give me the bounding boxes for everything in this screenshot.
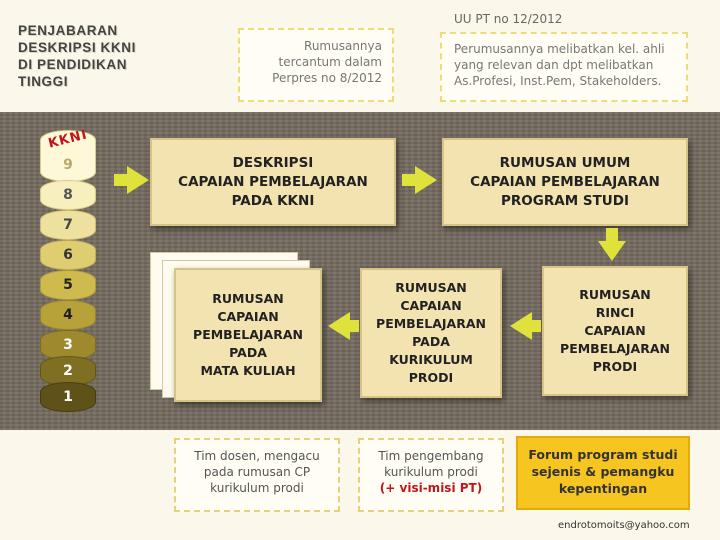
note-tim-pengembang	[358, 438, 504, 512]
arrow-left-2-stem	[349, 320, 359, 332]
box-rumusan-rinci: RUMUSAN RINCI CAPAIAN PEMBELAJARAN PRODI	[542, 266, 688, 396]
kkni-level-4	[40, 300, 96, 330]
kkni-level-7	[40, 210, 96, 240]
page-title	[18, 22, 218, 90]
arrow-left-1-stem	[531, 320, 541, 332]
arrow-left-2-head	[328, 312, 350, 340]
kkni-level-8-number: 8	[63, 187, 73, 203]
note-forum-prodi: Forum program studi sejenis & pemangku kepentingan	[516, 436, 690, 510]
arrow-right-2-stem	[402, 174, 416, 186]
kkni-level-1	[40, 382, 96, 412]
box-rumusan-umum: RUMUSAN UMUM CAPAIAN PEMBELAJARAN PROGRAM STUDI	[442, 138, 688, 226]
arrow-down-stem	[606, 228, 618, 242]
box-cp-mata-kuliah: RUMUSAN CAPAIAN PEMBELAJARAN PADA MATA KULIAH	[174, 268, 322, 402]
kkni-level-8	[40, 180, 96, 210]
arrow-right-2-head	[415, 166, 437, 194]
note-tim-pengembang-text: Tim pengembang kurikulum prodi	[378, 449, 484, 479]
note-uupt: Perumusannya melibatkan kel. ahli yang relevan dan dpt melibatkan As.Profesi, Inst.Pem, Stakeholders.	[440, 32, 688, 102]
note-tim-dosen: Tim dosen, mengacu pada rumusan CP kurikulum prodi	[174, 438, 340, 512]
kkni-level-5-number: 5	[63, 277, 73, 293]
title-line-2: DESKRIPSI KKNI	[18, 40, 136, 55]
title-line-1: PENJABARAN	[18, 23, 118, 38]
note-visi-misi: (+ visi-misi PT)	[379, 481, 483, 495]
title-line-4: TINGGI	[18, 74, 69, 89]
note-uupt-header: UU PT no 12/2012	[454, 12, 563, 26]
kkni-level-3-number: 3	[63, 337, 73, 353]
kkni-level-6	[40, 240, 96, 270]
title-line-3: DI PENDIDIKAN	[18, 57, 128, 72]
arrow-left-1-head	[510, 312, 532, 340]
kkni-level-9-number: 9	[63, 157, 73, 173]
kkni-level-2-number: 2	[63, 363, 73, 379]
box-cp-kurikulum-prodi: RUMUSAN CAPAIAN PEMBELAJARAN PADA KURIKULUM PRODI	[360, 268, 502, 398]
kkni-label: KKNI	[46, 127, 90, 152]
note-perpres: Rumusannya tercantum dalam Perpres no 8/2012	[238, 28, 394, 102]
arrow-right-1-head	[127, 166, 149, 194]
kkni-level-4-number: 4	[63, 307, 73, 323]
kkni-level-7-number: 7	[63, 217, 73, 233]
box-deskripsi-cp-kkni: DESKRIPSI CAPAIAN PEMBELAJARAN PADA KKNI	[150, 138, 396, 226]
author-email: endrotomoits@yahoo.com	[558, 520, 690, 531]
arrow-down-head	[598, 241, 626, 261]
kkni-level-6-number: 6	[63, 247, 73, 263]
kkni-level-5	[40, 270, 96, 300]
kkni-level-1-number: 1	[63, 389, 73, 405]
arrow-right-1-stem	[114, 174, 128, 186]
